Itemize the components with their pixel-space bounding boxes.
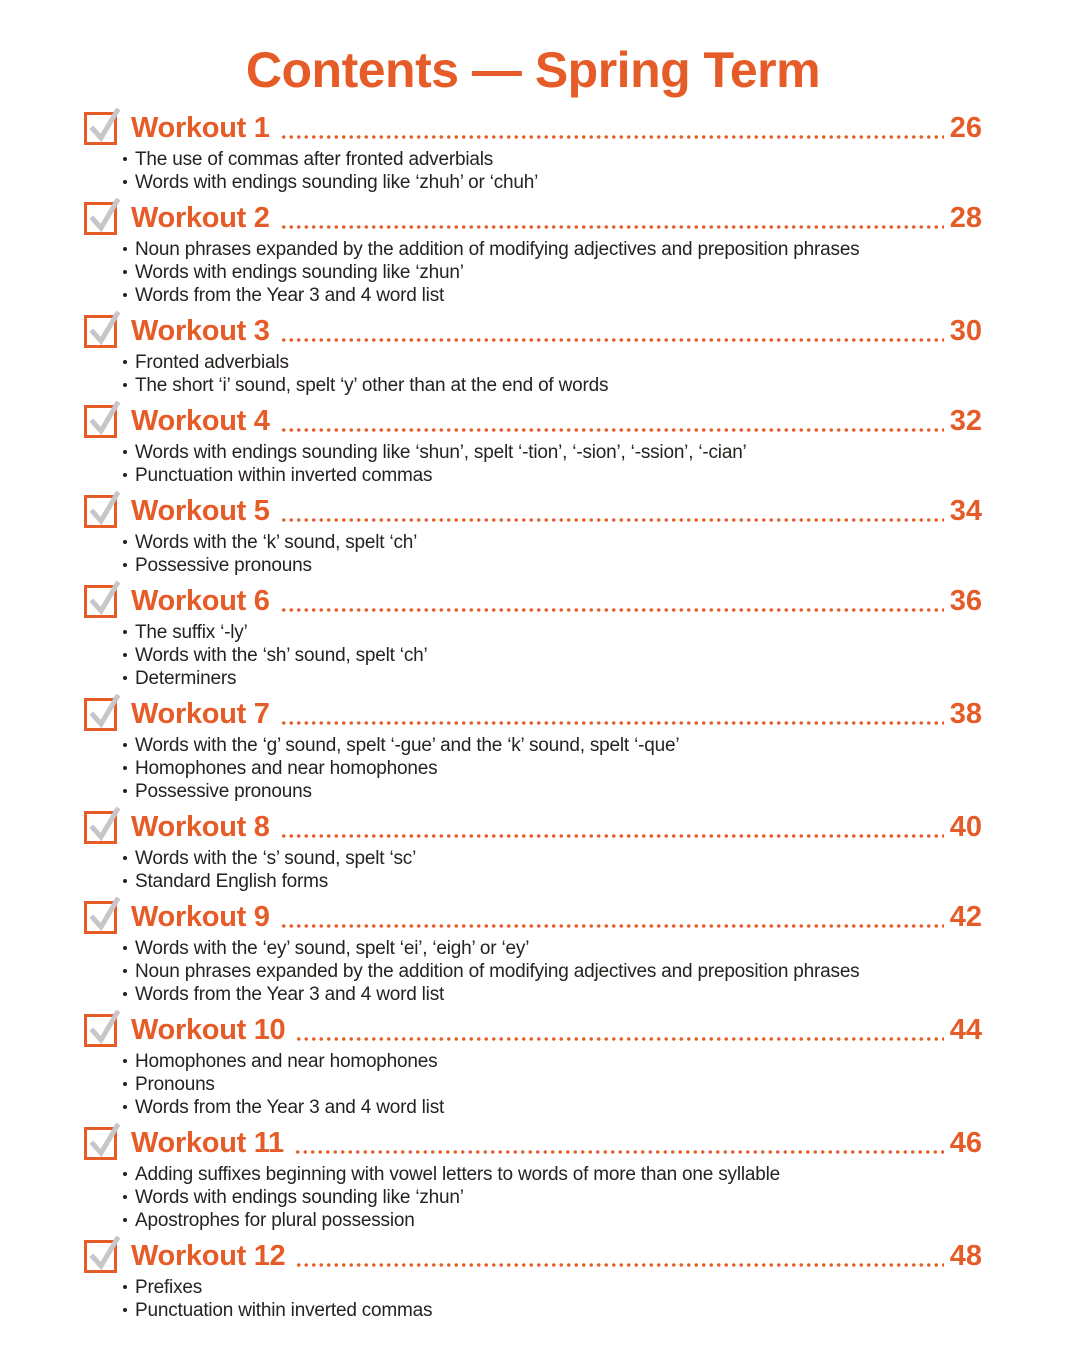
topic-list [122,621,982,690]
topic-text: Homophones and near homophones [135,1050,438,1072]
topic-list [122,937,982,1006]
topic-item [122,983,982,1006]
bullet-dot-icon [123,1105,127,1109]
topic-list [122,238,982,307]
page-title: Contents — Spring Term [245,42,821,98]
dotted-leader [280,924,944,928]
toc-entry-header [84,494,982,530]
bullet-dot-icon [123,743,127,747]
workout-title: Workout 2 [131,202,270,234]
topic-item [122,734,982,757]
toc-entry [84,201,982,307]
dotted-leader [295,1037,943,1041]
bullet-dot-icon [123,247,127,251]
topic-item [122,238,982,261]
bullet-dot-icon [123,766,127,770]
workout-checkbox[interactable] [84,1014,117,1047]
topic-text: Adding suffixes beginning with vowel letters to words of more than one syllable [135,1163,780,1185]
topic-item [122,351,982,374]
toc-entry-header [84,584,982,620]
bullet-dot-icon [123,1059,127,1063]
page-number: 42 [949,901,982,933]
toc-entry-list [84,111,982,1322]
topic-text: Prefixes [135,1276,203,1298]
toc-entry [84,1126,982,1232]
workout-checkbox[interactable] [84,495,117,528]
page-number: 48 [949,1240,982,1272]
topic-item [122,464,982,487]
workout-checkbox[interactable] [84,112,117,145]
workout-title: Workout 12 [131,1240,286,1272]
topic-text: Words with endings sounding like ‘shun’, spelt ‘-tion’, ‘-sion’, ‘-ssion’, ‘-cian’ [135,441,747,463]
toc-entry [84,900,982,1006]
topic-item [122,1186,982,1209]
topic-item [122,847,982,870]
topic-text: Possessive pronouns [135,780,312,802]
topic-text: Standard English forms [135,870,329,892]
toc-entry-header [84,810,982,846]
page-number: 46 [949,1127,982,1159]
workout-title: Workout 10 [131,1014,286,1046]
bullet-dot-icon [123,1082,127,1086]
workout-title: Workout 7 [131,698,270,730]
toc-entry-header [84,1239,982,1275]
workout-checkbox[interactable] [84,901,117,934]
checkmark-icon [89,1009,119,1045]
bullet-dot-icon [123,473,127,477]
toc-entry-header [84,111,982,147]
dotted-leader [280,428,944,432]
bullet-dot-icon [123,360,127,364]
page-number: 30 [949,315,982,347]
topic-item [122,780,982,803]
topic-text: Homophones and near homophones [135,757,438,779]
topic-list [122,847,982,893]
workout-title: Workout 8 [131,811,270,843]
bullet-dot-icon [123,1218,127,1222]
checkmark-icon [89,896,119,932]
toc-entry-header [84,697,982,733]
bullet-dot-icon [123,946,127,950]
topic-text: Words from the Year 3 and 4 word list [135,1096,445,1118]
topic-text: Words with the ‘k’ sound, spelt ‘ch’ [135,531,418,553]
workout-checkbox[interactable] [84,315,117,348]
dotted-leader [280,834,944,838]
workout-checkbox[interactable] [84,585,117,618]
topic-item [122,1073,982,1096]
bullet-dot-icon [123,789,127,793]
workout-checkbox[interactable] [84,1127,117,1160]
topic-text: Words with endings sounding like ‘zhun’ [135,261,464,283]
topic-item [122,1050,982,1073]
topic-text: Words from the Year 3 and 4 word list [135,983,445,1005]
topic-text: The short ‘i’ sound, spelt ‘y’ other than at the end of words [135,374,609,396]
topic-list [122,1050,982,1119]
checkmark-icon [89,107,119,143]
toc-entry [84,1013,982,1119]
topic-text: Punctuation within inverted commas [135,464,433,486]
dotted-leader [280,135,944,139]
toc-entry [84,314,982,397]
topic-item [122,374,982,397]
topic-text: Noun phrases expanded by the addition of modifying adjectives and preposition phrases [135,960,860,982]
topic-item [122,937,982,960]
topic-list [122,734,982,803]
workout-checkbox[interactable] [84,698,117,731]
dotted-leader [280,338,944,342]
bullet-dot-icon [123,450,127,454]
checkmark-icon [89,197,119,233]
topic-item [122,1096,982,1119]
topic-item [122,644,982,667]
page-number: 40 [949,811,982,843]
bullet-dot-icon [123,383,127,387]
topic-item [122,667,982,690]
workout-title: Workout 5 [131,495,270,527]
toc-entry [84,111,982,194]
topic-text: Words from the Year 3 and 4 word list [135,284,445,306]
topic-text: Punctuation within inverted commas [135,1299,433,1321]
toc-entry [84,494,982,577]
bullet-dot-icon [123,563,127,567]
topic-list [122,148,982,194]
page-number: 38 [949,698,982,730]
topic-text: Possessive pronouns [135,554,312,576]
topic-text: The use of commas after fronted adverbials [135,148,494,170]
topic-text: Words with the ‘ey’ sound, spelt ‘ei’, ‘eigh’ or ‘ey’ [135,937,530,959]
topic-list [122,351,982,397]
bullet-dot-icon [123,180,127,184]
topic-text: Pronouns [135,1073,215,1095]
dotted-leader [280,225,944,229]
bullet-dot-icon [123,157,127,161]
topic-item [122,960,982,983]
workout-title: Workout 6 [131,585,270,617]
topic-text: Noun phrases expanded by the addition of modifying adjectives and preposition phrases [135,238,860,260]
checkmark-icon [89,693,119,729]
topic-item [122,1209,982,1232]
bullet-dot-icon [123,540,127,544]
toc-entry [84,1239,982,1322]
workout-title: Workout 9 [131,901,270,933]
toc-entry-header [84,314,982,350]
topic-item [122,1299,982,1322]
toc-entry [84,584,982,690]
toc-entry [84,404,982,487]
topic-item [122,531,982,554]
topic-text: Apostrophes for plural possession [135,1209,415,1231]
topic-text: The suffix ‘-ly’ [135,621,248,643]
workout-checkbox[interactable] [84,405,117,438]
bullet-dot-icon [123,856,127,860]
bullet-dot-icon [123,653,127,657]
topic-list [122,1276,982,1322]
checkmark-icon [89,490,119,526]
workout-title: Workout 1 [131,112,270,144]
workout-checkbox[interactable] [84,811,117,844]
bullet-dot-icon [123,992,127,996]
workout-checkbox[interactable] [84,202,117,235]
topic-item [122,1163,982,1186]
toc-entry-header [84,900,982,936]
bullet-dot-icon [123,879,127,883]
dotted-leader [280,721,944,725]
topic-item [122,171,982,194]
topic-item [122,870,982,893]
topic-text: Words with endings sounding like ‘zhun’ [135,1186,464,1208]
toc-entry-header [84,1126,982,1162]
topic-item [122,1276,982,1299]
dotted-leader [295,1263,943,1267]
bullet-dot-icon [123,1308,127,1312]
checkmark-icon [89,580,119,616]
workout-checkbox[interactable] [84,1240,117,1273]
topic-list [122,1163,982,1232]
topic-text: Determiners [135,667,237,689]
bullet-dot-icon [123,1172,127,1176]
topic-text: Words with the ‘s’ sound, spelt ‘sc’ [135,847,417,869]
workout-title: Workout 3 [131,315,270,347]
checkmark-icon [89,1235,119,1271]
topic-item [122,441,982,464]
bullet-dot-icon [123,969,127,973]
page-number: 36 [949,585,982,617]
workout-title: Workout 11 [131,1127,284,1159]
dotted-leader [280,518,944,522]
topic-text: Words with the ‘sh’ sound, spelt ‘ch’ [135,644,428,666]
topic-list [122,531,982,577]
toc-entry-header [84,404,982,440]
bullet-dot-icon [123,676,127,680]
checkmark-icon [89,310,119,346]
checkmark-icon [89,806,119,842]
checkmark-icon [89,1122,119,1158]
topic-item [122,284,982,307]
topic-item [122,757,982,780]
bullet-dot-icon [123,1285,127,1289]
topic-item [122,148,982,171]
dotted-leader [280,608,944,612]
checkmark-icon [89,400,119,436]
bullet-dot-icon [123,270,127,274]
page-number: 32 [949,405,982,437]
bullet-dot-icon [123,630,127,634]
toc-entry [84,810,982,893]
topic-list [122,441,982,487]
toc-entry-header [84,201,982,237]
workout-title: Workout 4 [131,405,270,437]
page-number: 34 [949,495,982,527]
page-number: 28 [949,202,982,234]
topic-item [122,261,982,284]
toc-entry-header [84,1013,982,1049]
topic-text: Words with endings sounding like ‘zhuh’ or ‘chuh’ [135,171,539,193]
topic-item [122,621,982,644]
topic-text: Fronted adverbials [135,351,289,373]
topic-item [122,554,982,577]
bullet-dot-icon [123,293,127,297]
topic-text: Words with the ‘g’ sound, spelt ‘-gue’ and the ‘k’ sound, spelt ‘-que’ [135,734,680,756]
page-number: 44 [949,1014,982,1046]
page-number: 26 [949,112,982,144]
bullet-dot-icon [123,1195,127,1199]
toc-entry [84,697,982,803]
dotted-leader [294,1150,944,1154]
